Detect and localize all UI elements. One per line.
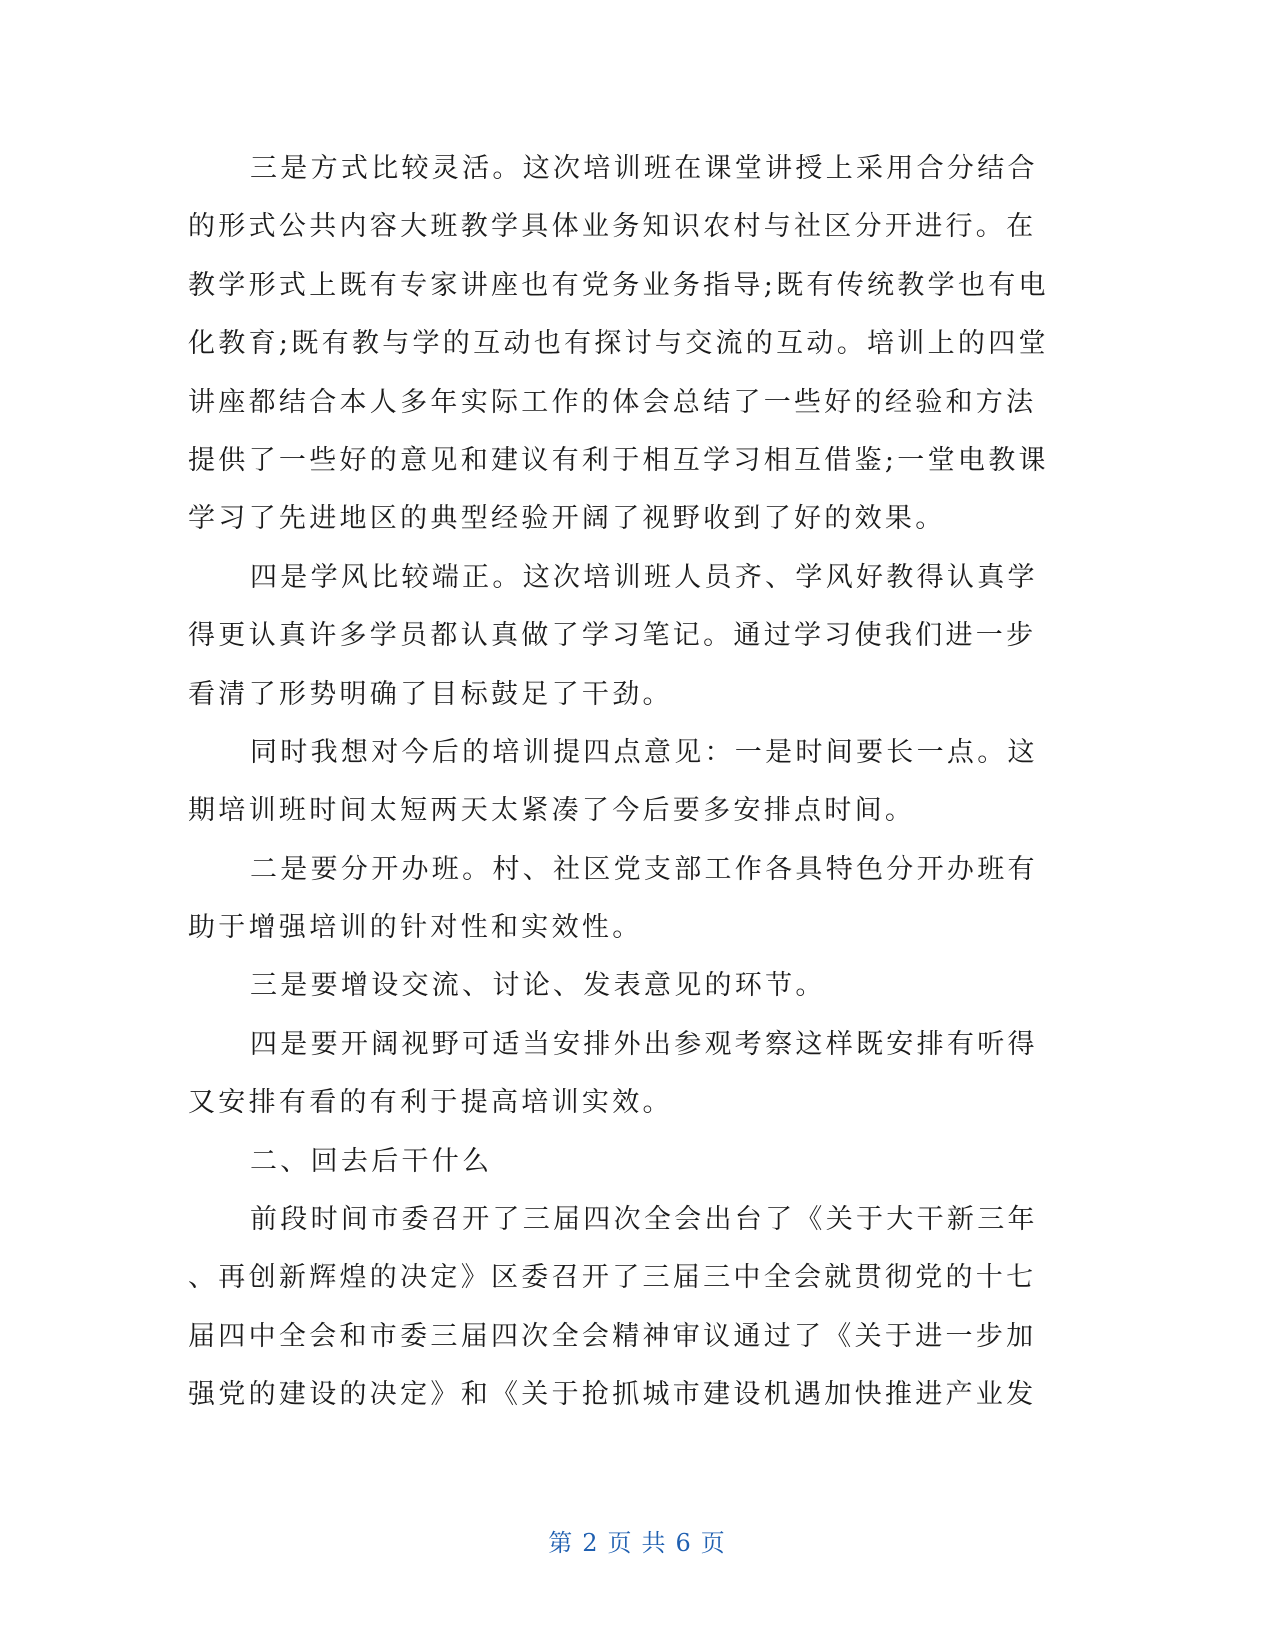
- paragraph-line: 期培训班时间太短两天太紧凑了今后要多安排点时间。: [188, 795, 916, 827]
- paragraph-line: 助于增强培训的针对性和实效性。: [188, 912, 643, 944]
- paragraph-line: 化教育;既有教与学的互动也有探讨与交流的互动。培训上的四堂: [188, 328, 1049, 360]
- paragraph-line: 四是学风比较端正。这次培训班人员齐、学风好教得认真学: [250, 561, 1038, 593]
- footer-total-word: 共: [641, 1529, 668, 1557]
- paragraph-line: 的形式公共内容大班教学具体业务知识农村与社区分开进行。在: [188, 211, 1037, 243]
- paragraph-line: 三是要增设交流、讨论、发表意见的环节。: [250, 970, 826, 1002]
- paragraph-line: 教学形式上既有专家讲座也有党务业务指导;既有传统教学也有电: [188, 269, 1049, 301]
- paragraph-line: 强党的建设的决定》和《关于抢抓城市建设机遇加快推进产业发: [188, 1379, 1037, 1411]
- paragraph-line: 三是方式比较灵活。这次培训班在课堂讲授上采用合分结合: [250, 153, 1038, 184]
- paragraph-line: 四是要开阔视野可适当安排外出参观考察这样既安排有听得: [250, 1028, 1038, 1060]
- footer-suffix: 页: [700, 1529, 727, 1557]
- footer-prefix: 第: [548, 1529, 575, 1557]
- paragraph-line: 、再创新辉煌的决定》区委召开了三届三中全会就贯彻党的十七: [188, 1262, 1037, 1294]
- paragraph-line: 提供了一些好的意见和建议有利于相互学习相互借鉴;一堂电教课: [188, 444, 1049, 476]
- section-heading: 二、回去后干什么: [250, 1145, 493, 1177]
- paragraph-line: 学习了先进地区的典型经验开阔了视野收到了好的效果。: [188, 503, 946, 535]
- paragraph-line: 讲座都结合本人多年实际工作的体会总结了一些好的经验和方法: [188, 386, 1037, 418]
- document-body: [188, 140, 1088, 1425]
- page-number-footer: [0, 1523, 1275, 1558]
- paragraph-line: 届四中全会和市委三届四次全会精神审议通过了《关于进一步加: [188, 1320, 1037, 1352]
- paragraph-line: 二是要分开办班。村、社区党支部工作各具特色分开办班有: [250, 853, 1038, 885]
- current-page-number: 2: [582, 1529, 600, 1557]
- paragraph-line: 同时我想对今后的培训提四点意见：一是时间要长一点。这: [250, 736, 1038, 768]
- paragraph-line: 又安排有看的有利于提高培训实效。: [188, 1087, 673, 1119]
- total-pages-number: 6: [675, 1529, 693, 1557]
- paragraph-line: 前段时间市委召开了三届四次全会出台了《关于大干新三年: [250, 1204, 1038, 1236]
- paragraph-line: 得更认真许多学员都认真做了学习笔记。通过学习使我们进一步: [188, 620, 1037, 652]
- paragraph-line: 看清了形势明确了目标鼓足了干劲。: [188, 678, 673, 710]
- footer-page-word: 页: [607, 1529, 634, 1557]
